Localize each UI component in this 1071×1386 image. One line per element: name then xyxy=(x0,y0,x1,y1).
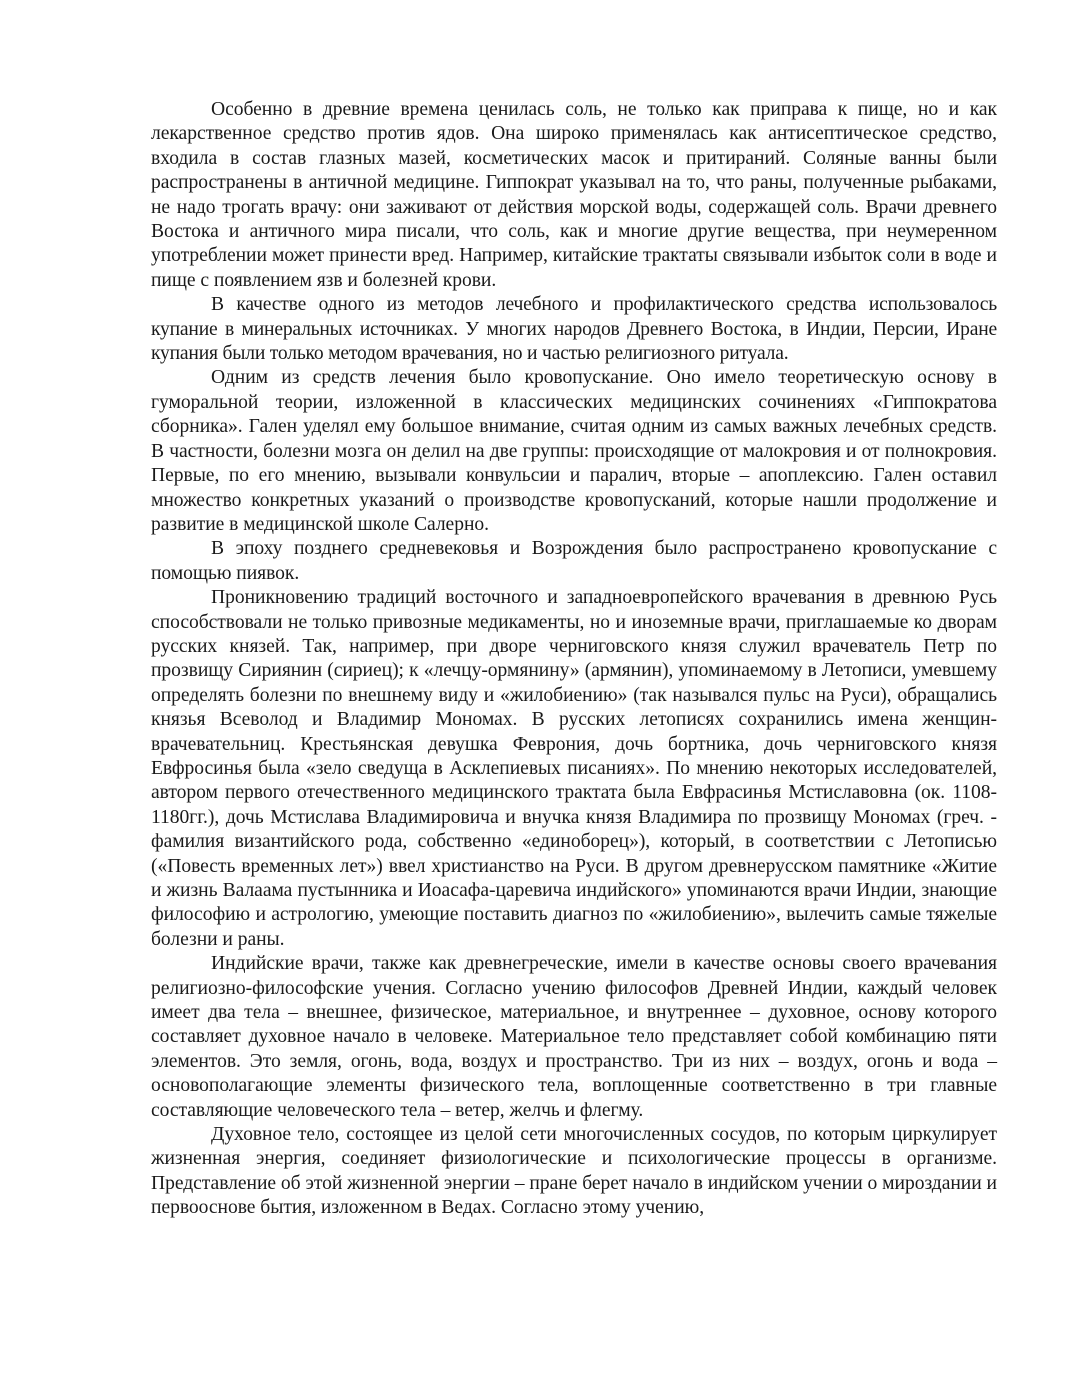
paragraph-spiritual-body: Духовное тело, состоящее из целой сети многочисленных сосудов, по которым циркулирует жизненная энергия, соединяет физиологические и психологические процессы в организме. Представление об этой жизненной энергии – пране берет начало в индийском учении о мироздании и первооснове бытия, изложенном в Ведах. Согласно этому учению, xyxy=(151,1124,997,1219)
paragraph-leeches: В эпоху позднего средневековья и Возрождения было распространено кровопускание с помощью пиявок. xyxy=(151,538,997,584)
paragraph-ancient-rus: Проникновению традиций восточного и западноевропейского врачевания в древнюю Русь способствовали не только привозные медикаменты, но и иноземные врачи, приглашаемые ко дворам русских князей. Так, например, при дворе черниговского князя служил врачеватель Петр по прозвищу Сириянин (сириец); к «лечцу-ормянину» (армянин), упоминаемому в Летописи, умевшему определять болезни по внешнему виду и «жилобиению» (так назывался пульс на Руси), обращались князья Всеволод и Владимир Мономах. В русских летописях сохранились имена женщин-врачевательниц. Крестьянская девушка Феврония, дочь бортника, дочь черниговского князя Евфросинья была «зело сведуща в Асклепиевых писаниях». По мнению некоторых исследователей, автором первого отечественного медицинского трактата была Евфрасинья Мстиславовна (ок. 1108-1180гг.), дочь Мстислава Владимировича и внучка князя Владимира по прозвищу Мономах (греч. - фамилия византийского рода, собственно «единоборец»), который, в соответствии с Летописью («Повесть временных лет») ввел христианство на Руси. В другом древнерусском памятнике «Житие и жизнь Валаама пустынника и Иоасафа-царевича индийского» упоминаются врачи Индии, знающие философию и астрологию, умеющие поставить диагноз по «жилобиению», вылечить самые тяжелые болезни и раны. xyxy=(151,587,997,950)
paragraph-indian-physicians: Индийские врачи, также как древнегреческие, имели в качестве основы своего врачевания религиозно-философские учения. Согласно учению философов Древней Индии, каждый человек имеет два тела – внешнее, физическое, материальное, и внутреннее – духовное, основу которого составляет духовное начало в человеке. Материальное тело представляет собой комбинацию пяти элементов. Это земля, огонь, вода, воздух и пространство. Три из них – воздух, огонь и вода – основополагающие элементы физического тела, воплощенные соответственно в три главные составляющие человеческого тела – ветер, желчь и флегму. xyxy=(151,953,997,1121)
document-page xyxy=(151,98,997,1221)
paragraph-mineral-springs: В качестве одного из методов лечебного и профилактического средства использовалось купание в минеральных источниках. У многих народов Древнего Востока, в Индии, Персии, Иране купания были только методом врачевания, но и частью религиозного ритуала. xyxy=(151,294,997,365)
paragraph-salt: Особенно в древние времена ценилась соль, не только как приправа к пище, но и как лекарственное средство против ядов. Она широко применялась как антисептическое средство, входила в состав глазных мазей, косметических масок и притираний. Соляные ванны были распространены в античной медицине. Гиппократ указывал на то, что раны, полученные рыбаками, не надо трогать врачу: они заживают от действия морской воды, содержащей соль. Врачи древнего Востока и античного мира писали, что соль, как и многие другие вещества, при неумеренном употреблении может принести вред. Например, китайские трактаты связывали избыток соли в воде и пище с появлением язв и болезней крови. xyxy=(151,99,997,291)
paragraph-bloodletting: Одним из средств лечения было кровопускание. Оно имело теоретическую основу в гуморальной теории, изложенной в классических медицинских сочинениях «Гиппократова сборника». Гален уделял ему большое внимание, считая одним из самых важных лечебных средств. В частности, болезни мозга он делил на две группы: происходящие от малокровия и от полнокровия. Первые, по его мнению, вызывали конвульсии и паралич, вторые – апоплексию. Гален оставил множество конкретных указаний о производстве кровопусканий, которые нашли продолжение и развитие в медицинской школе Салерно. xyxy=(151,367,997,535)
